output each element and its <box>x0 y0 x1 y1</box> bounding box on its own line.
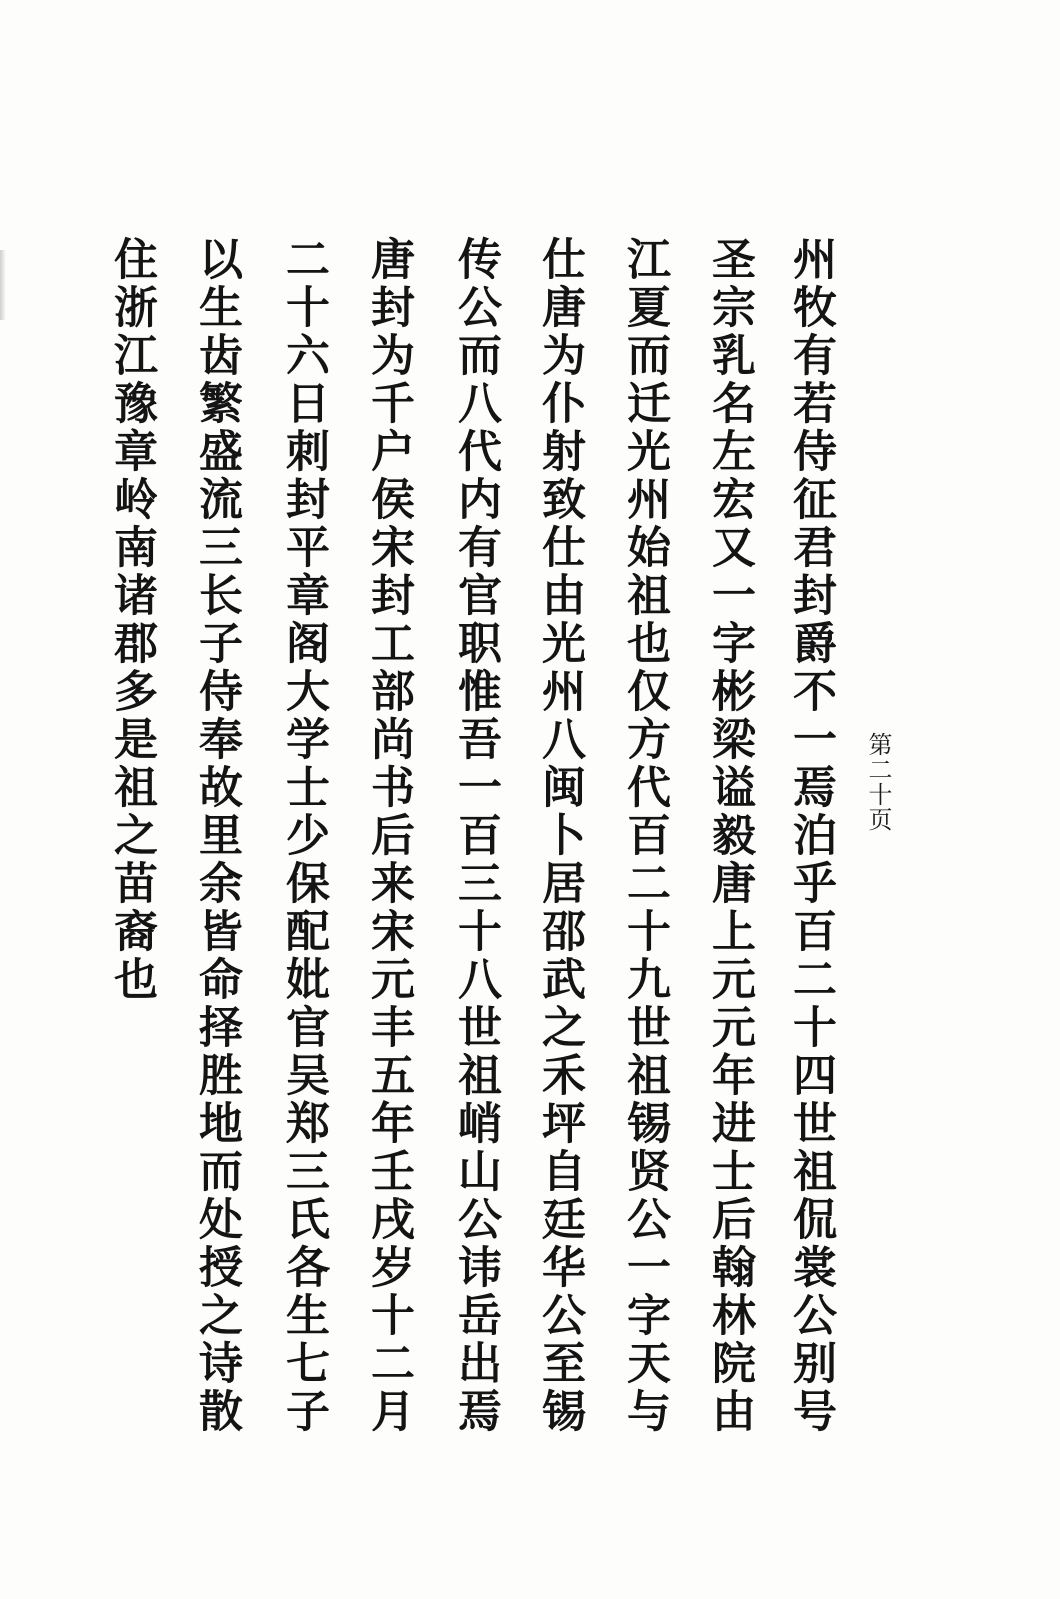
text-column-8: 以生齿繁盛流三长子侍奉故里余皆命择胜地而处授之诗散 <box>191 236 242 1436</box>
scan-edge-mark <box>0 250 6 320</box>
text-column-1: 州牧有若侍征君封爵不一焉泊乎百二十四世祖侃裳公别号 <box>785 236 836 1436</box>
text-column-3: 江夏而迁光州始祖也仅方代百二十九世祖锡贤公一字天与 <box>619 236 670 1436</box>
page-number: 第二十页 <box>864 732 892 832</box>
text-column-9: 住浙江豫章岭南诸郡多是祖之苗裔也 <box>106 236 157 1004</box>
text-column-5: 传公而八代内有官职惟吾一百三十八世祖峭山公讳岳出焉 <box>450 236 501 1436</box>
text-column-6: 唐封为千户侯宋封工部尚书后来宋元丰五年壬戌岁十二月 <box>363 236 414 1436</box>
text-column-2: 圣宗乳名左宏又一字彬梁谥毅唐上元元年进士后翰林院由 <box>704 236 755 1436</box>
text-column-7: 二十六日刺封平章阁大学士少保配妣官吴郑三氏各生七子 <box>278 236 329 1436</box>
text-column-4: 仕唐为仆射致仕由光州八闽卜居邵武之禾坪自廷华公至锡 <box>534 236 585 1436</box>
